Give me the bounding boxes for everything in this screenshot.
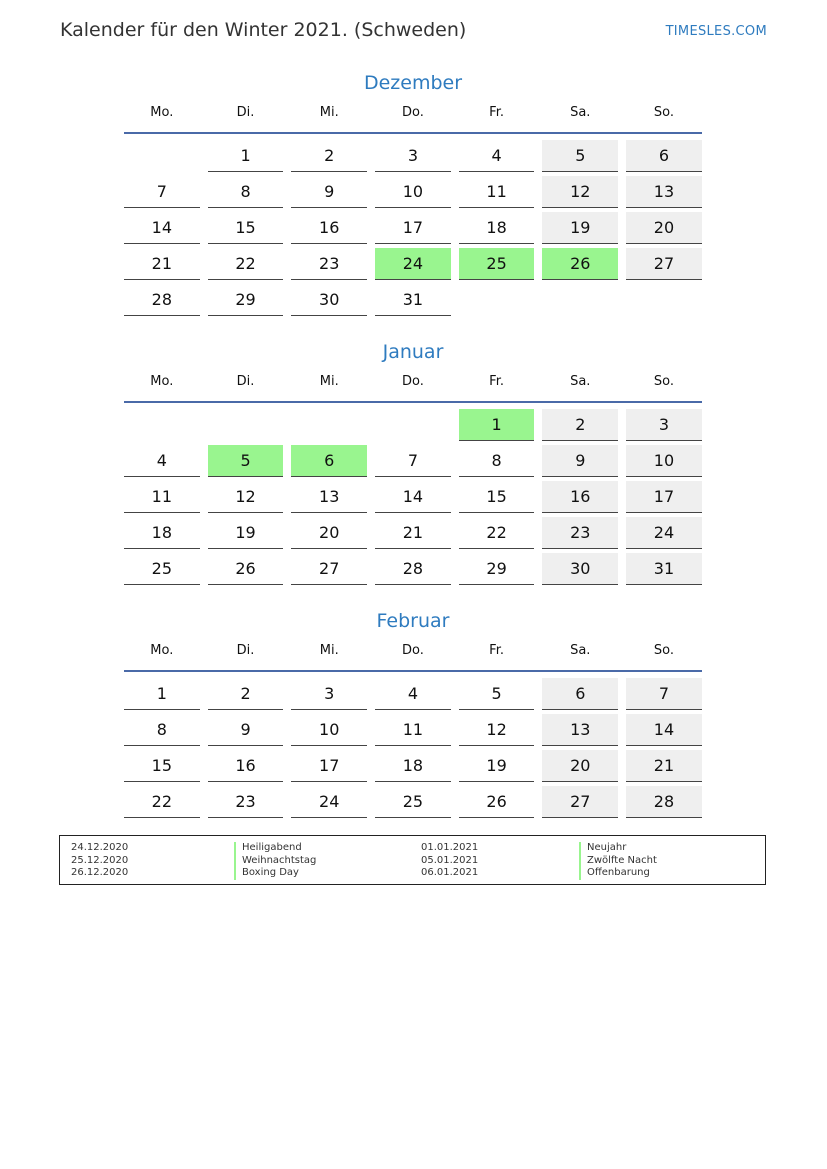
weekday-header xyxy=(120,640,706,662)
weekday-label: Sa. xyxy=(570,105,591,120)
month-divider xyxy=(124,670,702,672)
day-cell: 31 xyxy=(375,284,451,316)
day-cell: 17 xyxy=(626,481,702,513)
day-cell: 8 xyxy=(459,445,535,477)
day-cell: 6 xyxy=(542,678,618,710)
weekday-label: Sa. xyxy=(570,643,591,658)
weekday-label: Fr. xyxy=(489,374,504,389)
day-cell: 12 xyxy=(459,714,535,746)
day-cell: 3 xyxy=(375,140,451,172)
day-cell: 7 xyxy=(375,445,451,477)
day-cell: 19 xyxy=(459,750,535,782)
holiday-day-cell: 26 xyxy=(542,248,618,280)
day-cell: 27 xyxy=(291,553,367,585)
weekday-label: So. xyxy=(653,643,675,658)
day-cell: 7 xyxy=(124,176,200,208)
legend-holiday-name: Offenbarung xyxy=(579,867,657,880)
day-cell: 27 xyxy=(626,248,702,280)
day-cell: 16 xyxy=(542,481,618,513)
holiday-legend xyxy=(59,835,766,885)
day-cell: 12 xyxy=(208,481,284,513)
weekday-label: Di. xyxy=(236,643,255,658)
weekday-label: Mi. xyxy=(319,374,339,389)
legend-names-right xyxy=(579,842,657,880)
holiday-day-cell: 1 xyxy=(459,409,535,441)
day-cell: 15 xyxy=(124,750,200,782)
weekday-label: So. xyxy=(653,374,675,389)
weekday-label: Mo. xyxy=(150,105,174,120)
day-cell: 24 xyxy=(291,786,367,818)
day-cell: 5 xyxy=(459,678,535,710)
day-cell: 15 xyxy=(208,212,284,244)
empty-day-cell xyxy=(291,409,367,441)
weekday-label: Do. xyxy=(401,105,424,120)
day-cell: 11 xyxy=(124,481,200,513)
day-cell: 12 xyxy=(542,176,618,208)
day-cell: 30 xyxy=(542,553,618,585)
legend-dates-left xyxy=(71,842,128,880)
day-cell: 13 xyxy=(626,176,702,208)
weekday-label: Mo. xyxy=(150,374,174,389)
day-cell: 19 xyxy=(542,212,618,244)
day-cell: 11 xyxy=(375,714,451,746)
day-cell: 18 xyxy=(459,212,535,244)
day-cell: 3 xyxy=(626,409,702,441)
month-title: Januar xyxy=(382,341,444,363)
day-cell: 22 xyxy=(124,786,200,818)
holiday-day-cell: 25 xyxy=(459,248,535,280)
weekday-label: Mi. xyxy=(319,105,339,120)
day-cell: 22 xyxy=(208,248,284,280)
day-cell: 9 xyxy=(291,176,367,208)
day-cell: 3 xyxy=(291,678,367,710)
day-cell: 22 xyxy=(459,517,535,549)
month-february xyxy=(120,608,706,820)
day-cell: 26 xyxy=(208,553,284,585)
day-cell: 16 xyxy=(291,212,367,244)
page-title: Kalender für den Winter 2021. (Schweden) xyxy=(60,19,467,41)
month-title: Februar xyxy=(376,610,450,632)
day-cell: 1 xyxy=(208,140,284,172)
day-cell: 24 xyxy=(626,517,702,549)
legend-date: 26.12.2020 xyxy=(71,867,129,879)
legend-holiday-name: Neujahr xyxy=(579,842,657,855)
day-cell: 31 xyxy=(626,553,702,585)
day-cell: 5 xyxy=(542,140,618,172)
day-grid xyxy=(120,676,706,820)
day-cell: 7 xyxy=(626,678,702,710)
empty-day-cell xyxy=(124,409,200,441)
day-cell: 4 xyxy=(459,140,535,172)
day-cell: 25 xyxy=(375,786,451,818)
day-grid xyxy=(120,138,706,318)
month-january xyxy=(120,339,706,587)
day-cell: 9 xyxy=(542,445,618,477)
day-cell: 17 xyxy=(375,212,451,244)
day-cell: 1 xyxy=(124,678,200,710)
day-cell: 23 xyxy=(208,786,284,818)
day-cell: 10 xyxy=(291,714,367,746)
brand-link[interactable]: TIMESLES.COM xyxy=(665,24,767,39)
legend-names-left xyxy=(234,842,316,880)
day-cell: 8 xyxy=(208,176,284,208)
legend-dates-right xyxy=(421,842,478,880)
legend-holiday-name: Heiligabend xyxy=(234,842,316,855)
month-divider xyxy=(124,401,702,403)
day-cell: 14 xyxy=(375,481,451,513)
legend-date: 06.01.2021 xyxy=(421,867,479,879)
day-cell: 9 xyxy=(208,714,284,746)
day-cell: 14 xyxy=(626,714,702,746)
day-cell: 20 xyxy=(542,750,618,782)
legend-date: 25.12.2020 xyxy=(71,854,129,866)
weekday-label: Do. xyxy=(401,643,424,658)
day-cell: 4 xyxy=(124,445,200,477)
weekday-label: So. xyxy=(653,105,675,120)
month-title: Dezember xyxy=(363,72,463,94)
weekday-label: Sa. xyxy=(570,374,591,389)
day-cell: 19 xyxy=(208,517,284,549)
day-cell: 18 xyxy=(375,750,451,782)
day-cell: 28 xyxy=(124,284,200,316)
weekday-label: Fr. xyxy=(489,105,504,120)
legend-holiday-name: Weihnachtstag xyxy=(234,855,316,868)
day-cell: 2 xyxy=(291,140,367,172)
day-cell: 16 xyxy=(208,750,284,782)
day-cell: 2 xyxy=(208,678,284,710)
day-cell: 14 xyxy=(124,212,200,244)
day-cell: 15 xyxy=(459,481,535,513)
day-cell: 23 xyxy=(291,248,367,280)
weekday-label: Do. xyxy=(401,374,424,389)
day-cell: 28 xyxy=(626,786,702,818)
day-cell: 20 xyxy=(626,212,702,244)
day-cell: 8 xyxy=(124,714,200,746)
weekday-label: Mo. xyxy=(150,643,174,658)
day-cell: 6 xyxy=(626,140,702,172)
day-cell: 25 xyxy=(124,553,200,585)
holiday-day-cell: 6 xyxy=(291,445,367,477)
day-cell: 10 xyxy=(375,176,451,208)
day-cell: 21 xyxy=(626,750,702,782)
weekday-header xyxy=(120,371,706,393)
month-december xyxy=(120,70,706,318)
day-cell: 29 xyxy=(459,553,535,585)
day-cell: 26 xyxy=(459,786,535,818)
holiday-day-cell: 5 xyxy=(208,445,284,477)
legend-date: 24.12.2020 xyxy=(71,842,129,853)
weekday-label: Fr. xyxy=(489,643,504,658)
weekday-header xyxy=(120,102,706,124)
legend-date: 01.01.2021 xyxy=(421,842,479,853)
empty-day-cell xyxy=(124,140,200,172)
day-cell: 23 xyxy=(542,517,618,549)
month-divider xyxy=(124,132,702,134)
day-cell: 2 xyxy=(542,409,618,441)
day-cell: 4 xyxy=(375,678,451,710)
legend-holiday-name: Zwölfte Nacht xyxy=(579,855,657,868)
day-cell: 20 xyxy=(291,517,367,549)
day-cell: 13 xyxy=(291,481,367,513)
day-cell: 13 xyxy=(542,714,618,746)
weekday-label: Di. xyxy=(236,374,255,389)
legend-holiday-name: Boxing Day xyxy=(234,867,316,880)
weekday-label: Mi. xyxy=(319,643,339,658)
day-cell: 21 xyxy=(375,517,451,549)
day-cell: 10 xyxy=(626,445,702,477)
day-cell: 30 xyxy=(291,284,367,316)
empty-day-cell xyxy=(208,409,284,441)
day-cell: 21 xyxy=(124,248,200,280)
day-grid xyxy=(120,407,706,587)
weekday-label: Di. xyxy=(236,105,255,120)
day-cell: 27 xyxy=(542,786,618,818)
legend-date: 05.01.2021 xyxy=(421,854,479,866)
day-cell: 17 xyxy=(291,750,367,782)
holiday-day-cell: 24 xyxy=(375,248,451,280)
day-cell: 18 xyxy=(124,517,200,549)
day-cell: 28 xyxy=(375,553,451,585)
empty-day-cell xyxy=(375,409,451,441)
day-cell: 11 xyxy=(459,176,535,208)
day-cell: 29 xyxy=(208,284,284,316)
